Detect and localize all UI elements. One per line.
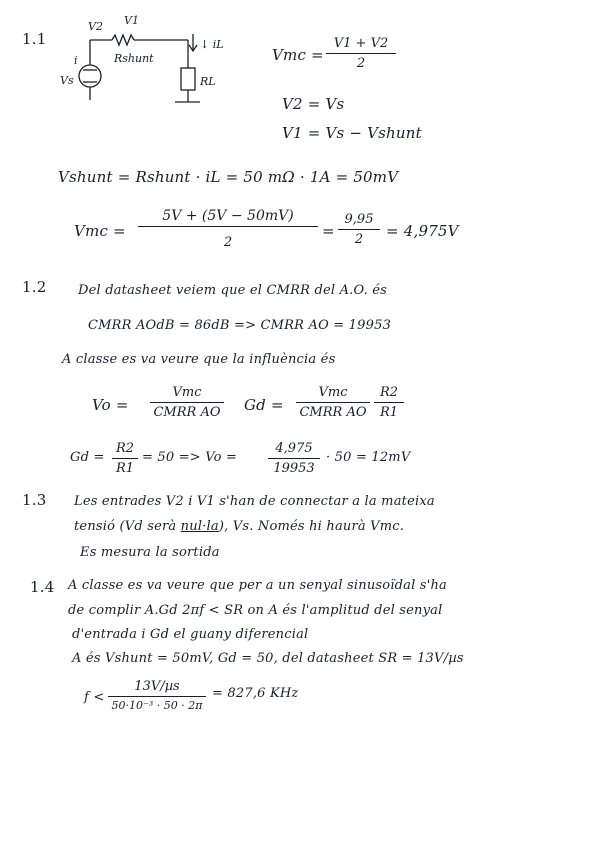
vmc2-fraction — [138, 208, 318, 250]
vo-denominator: CMRR AO — [153, 405, 221, 420]
vo-fraction — [150, 385, 224, 420]
vmc2-result: = 4,975V — [386, 222, 459, 240]
equation-v2: V2 = Vs — [282, 95, 345, 113]
s13-line2-b: nul·la — [180, 519, 219, 534]
circuit-diagram — [50, 10, 250, 110]
vo2-fraction — [268, 441, 320, 476]
gd-numerator: Vmc — [318, 385, 348, 400]
s14-line2: de complir A.Gd 2πf < SR on A és l'amplitud del senyal — [68, 603, 443, 618]
section-number-1-4: 1.4 — [30, 578, 55, 596]
vo2-numerator: 4,975 — [275, 441, 313, 456]
label-rshunt: Rshunt — [114, 52, 154, 65]
f-denominator: 50·10⁻³ · 50 · 2π — [111, 699, 203, 712]
f-numerator: 13V/µs — [134, 679, 180, 694]
gd2-numerator: R2 — [115, 441, 135, 456]
gd2-lhs: Gd = — [70, 450, 105, 465]
vo-numerator: Vmc — [172, 385, 202, 400]
f-result: = 827,6 KHz — [212, 686, 299, 701]
r-numerator: R2 — [379, 385, 399, 400]
f-lhs: f < — [84, 690, 105, 705]
section-number-1-3: 1.3 — [22, 491, 47, 509]
vmc-denominator: 2 — [356, 56, 366, 71]
label-vs: Vs — [60, 74, 74, 87]
s14-line1: A classe es va veure que per a un senyal sinusoïdal s'ha — [68, 578, 447, 593]
vmc2-small-numerator: 9,95 — [344, 212, 374, 227]
s14-line4: A és Vshunt = 50mV, Gd = 50, del datasheet SR = 13V/µs — [72, 651, 464, 666]
gd-fraction — [296, 385, 370, 420]
section-number-1-2: 1.2 — [22, 278, 47, 296]
s13-line3: Es mesura la sortida — [80, 545, 220, 560]
vo-lhs: Vo = — [92, 396, 129, 414]
voltage-source-symbol — [79, 65, 101, 87]
cmrr-line: CMRR AOdB = 86dB => CMRR AO = 19953 — [88, 318, 392, 333]
s12-line1: Del datasheet veiem que el CMRR del A.O. és — [78, 283, 388, 298]
label-il: ↓ iL — [200, 38, 224, 51]
equation-v1: V1 = Vs − Vshunt — [282, 124, 422, 142]
f-fraction — [108, 679, 206, 712]
vmc2-denominator: 2 — [223, 235, 233, 250]
gd-denominator: CMRR AO — [299, 405, 367, 420]
gd2-fraction — [112, 441, 138, 476]
vmc2-small-fraction — [338, 212, 380, 247]
vmc2-lhs: Vmc = — [74, 222, 126, 240]
label-v1: V1 — [124, 14, 139, 27]
vo2-denominator: 19953 — [273, 461, 315, 476]
label-v2: V2 — [88, 20, 103, 33]
r-fraction — [374, 385, 404, 420]
section-number-1-1: 1.1 — [22, 30, 47, 48]
shunt-resistor-symbol — [112, 35, 134, 45]
s13-line2-c: ), Vs. Només hi haurà Vmc. — [218, 519, 405, 534]
label-rl: RL — [200, 75, 216, 88]
gd-lhs: Gd = — [244, 396, 284, 414]
r-denominator: R1 — [379, 405, 399, 420]
vmc2-small-denominator: 2 — [354, 232, 364, 247]
vmc2-equals: = — [322, 222, 335, 240]
s14-line3: d'entrada i Gd el guany diferencial — [72, 627, 309, 642]
vmc2-numerator: 5V + (5V − 50mV) — [162, 208, 294, 224]
s12-line3: A classe es va veure que la influència és — [62, 352, 336, 367]
vmc-fraction — [326, 36, 396, 71]
vo2-end: · 50 = 12mV — [326, 450, 411, 465]
vmc-numerator: V1 + V2 — [333, 36, 389, 51]
s13-line2 — [74, 519, 404, 534]
vmc-lhs: Vmc = — [272, 46, 324, 64]
gd2-denominator: R1 — [115, 461, 135, 476]
load-resistor-symbol — [181, 68, 195, 90]
s13-line2-a: tensió (Vd serà — [74, 519, 177, 534]
s13-line1: Les entrades V2 i V1 s'han de connectar a la mateixa — [74, 494, 435, 509]
gd2-middle: = 50 => Vo = — [142, 450, 238, 465]
vshunt-line: Vshunt = Rshunt · iL = 50 mΩ · 1A = 50mV — [58, 168, 399, 186]
label-i: i — [74, 54, 78, 67]
